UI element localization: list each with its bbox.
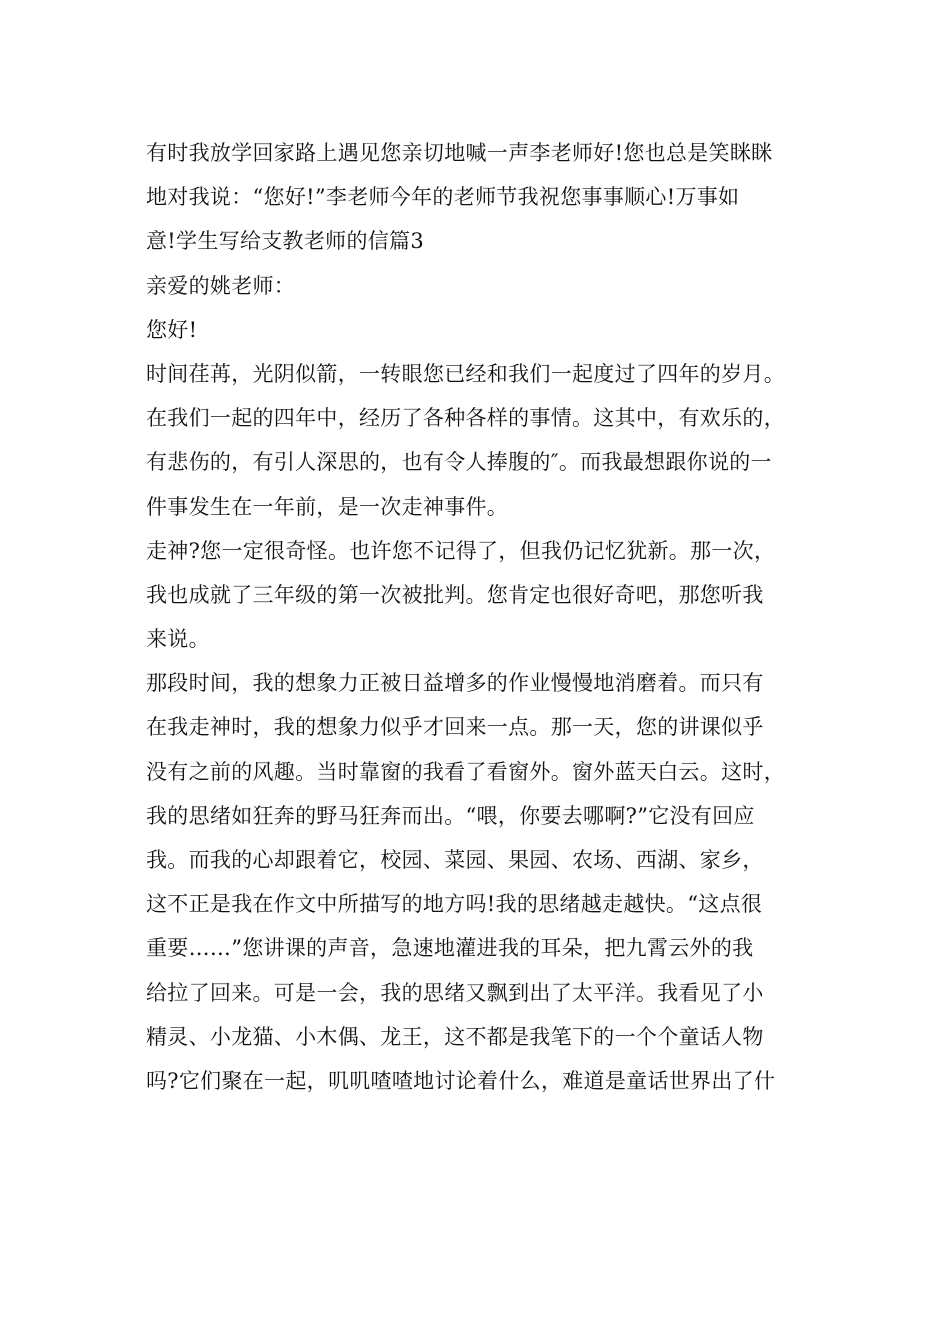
text-line: 意!学生写给支教老师的信篇3	[146, 229, 424, 254]
text-line: 有时我放学回家路上遇见您亲切地喊一声李老师好!您也总是笑眯眯	[146, 141, 773, 165]
salutation: 亲爱的姚老师：	[146, 273, 296, 298]
text-line: 我。而我的心却跟着它，校园、菜园、果园、农场、西湖、家乡，	[146, 848, 764, 872]
text-line: 在我走神时，我的想象力似乎才回来一点。那一天，您的讲课似乎	[146, 715, 764, 740]
greeting: 您好!	[146, 317, 198, 342]
text-line: 吗?它们聚在一起，叽叽喳喳地讨论着什么，难道是童话世界出了什	[146, 1068, 776, 1093]
text-line: 走神?您一定很奇怪。也许您不记得了，但我仍记忆犹新。那一次，	[146, 538, 776, 563]
text-line: 这不正是我在作文中所描写的地方吗!我的思绪越走越快。“这点很	[146, 892, 763, 917]
text-line: 在我们一起的四年中，经历了各种各样的事情。这其中，有欢乐的，	[146, 406, 785, 431]
text-line: 地对我说：“您好!”李老师今年的老师节我祝您事事顺心!万事如	[146, 185, 740, 210]
text-line: 重要……”您讲课的声音，急速地灌进我的耳朵，把九霄云外的我	[146, 936, 754, 961]
text-line: 时间荏苒，光阴似箭，一转眼您已经和我们一起度过了四年的岁月。	[146, 361, 785, 386]
text-line: 那段时间，我的想象力正被日益增多的作业慢慢地消磨着。而只有	[146, 671, 764, 696]
text-line: 我也成就了三年级的第一次被批判。您肯定也很好奇吧，那您听我	[146, 582, 764, 607]
text-line: 给拉了回来。可是一会，我的思绪又飘到出了太平洋。我看见了小	[146, 980, 764, 1005]
text-line: 我的思绪如狂奔的野马狂奔而出。“喂，你要去哪啊?”它没有回应	[146, 803, 755, 828]
text-line: 有悲伤的，有引人深思的，也有令人捧腹的″。而我最想跟你说的一	[146, 450, 772, 475]
text-line: 精灵、小龙猫、小木偶、龙王，这不都是我笔下的一个个童话人物	[146, 1024, 764, 1049]
text-line: 件事发生在一年前，是一次走神事件。	[146, 494, 509, 519]
text-line: 来说。	[146, 627, 210, 652]
text-line: 没有之前的风趣。当时靠窗的我看了看窗外。窗外蓝天白云。这时，	[146, 759, 785, 784]
letter-body	[146, 131, 836, 1103]
